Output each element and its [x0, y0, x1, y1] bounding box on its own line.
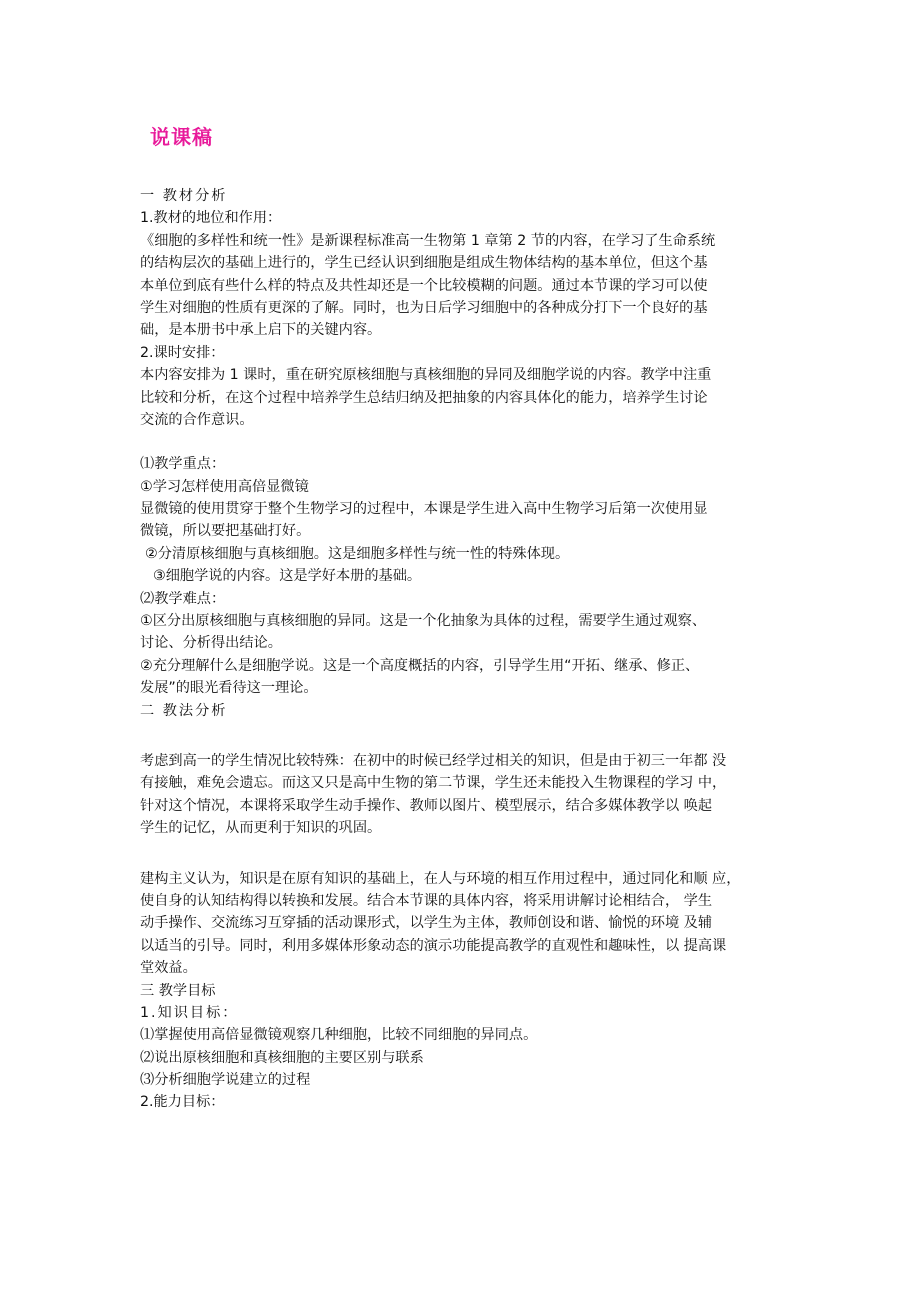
paragraph-line: 建构主义认为，知识是在原有知识的基础上，在人与环境的相互作用过程中，通过同化和顺 应， [140, 870, 741, 887]
subheading-ability-goals [140, 1114, 800, 1136]
spacer [140, 840, 800, 868]
paragraph-line: 础，是本册书中承上启下的关键内容。 [140, 322, 382, 339]
paragraph-line: 显微镜的使用贯穿于整个生物学习的过程中，本课是学生进入高中生物学习后第一次使用显 [140, 501, 708, 518]
paragraph-line: 学生的记忆，从而更利于知识的巩固。 [140, 820, 382, 837]
page-title: 说课稿 [150, 125, 213, 149]
list-item: ⑶分析细胞学说建立的过程 [140, 1072, 311, 1089]
subheading-difficult-points: ⑵教学难点： [140, 590, 226, 607]
subheading-class-hours: 2.课时安排： [140, 344, 225, 361]
paragraph-line: 比较和分析，在这个过程中培养学生总结归纳及把抽象的内容具体化的能力，培养学生讨论 [140, 389, 708, 406]
paragraph-line: 《细胞的多样性和统一性》是新课程标准高一生物第 1 章第 2 节的内容，在学习了生命系统 [140, 232, 716, 249]
list-item: ②分清原核细胞与真核细胞。这是细胞多样性与统一性的特殊体现。 [145, 545, 570, 562]
paragraph-line: 讨论、分析得出结论。 [140, 635, 282, 652]
section-heading-textbook-analysis: 一 教材分析 [140, 188, 228, 204]
subheading-key-points: ⑴教学重点： [140, 456, 226, 473]
list-item: ③细胞学说的内容。这是学好本册的基础。 [153, 568, 422, 585]
list-item: 2.能力目标： [140, 1094, 225, 1111]
spacer [140, 722, 800, 750]
paragraph-line: 本内容安排为 1 课时，重在研究原核细胞与真核细胞的异同及细胞学说的内容。教学中注重 [140, 367, 712, 384]
document-body [140, 185, 800, 1136]
paragraph-line: 三 教学目标 [140, 982, 216, 999]
list-item: ⑵说出原核细胞和真核细胞的主要区别与联系 [140, 1049, 424, 1066]
paragraph-line: 动手操作、交流练习互穿插的活动课形式，以学生为主体，教师创设和谐、愉悦的环境 及辅 [140, 915, 713, 932]
spacer [140, 431, 800, 453]
subheading-knowledge-goals: ⑴掌握使用高倍显微镜观察几种细胞，比较不同细胞的异同点。 [140, 1027, 538, 1044]
paragraph-line: 发展”的眼光看待这一理论。 [140, 680, 318, 697]
paragraph-line: 针对这个情况，本课将采取学生动手操作、教师以图片、模型展示，结合多媒体教学以 唤起 [140, 797, 713, 814]
paragraph-line: 有接触，难免会遗忘。而这又只是高中生物的第二节课，学生还未能投入生物课程的学习 中， [140, 775, 727, 792]
list-item: ①学习怎样使用高倍显微镜 [140, 478, 309, 495]
paragraph-line: 微镜，所以要把基础打好。 [140, 523, 311, 540]
paragraph-line: 使自身的认知结构得以转换和发展。结合本节课的具体内容，将采用讲解讨论相结合， 学生 [140, 892, 713, 909]
paragraph-line: 的结构层次的基础上进行的，学生已经认识到细胞是组成生物体结构的基本单位，但这个基 [140, 255, 708, 272]
paragraph-line: 堂效益。 [140, 960, 197, 977]
list-item: ②充分理解什么是细胞学说。这是一个高度概括的内容，引导学生用“开拓、继承、修正、 [140, 657, 700, 674]
paragraph-line: 本单位到底有些什么样的特点及共性却还是一个比较模糊的问题。通过本节课的学习可以使 [140, 277, 708, 294]
paragraph-line: 以适当的引导。同时，利用多媒体形象动态的演示功能提高教学的直观性和趣味性，以 提高课 [140, 937, 727, 954]
paragraph-line: 学生对细胞的性质有更深的了解。同时，也为日后学习细胞中的各种成分打下一个良好的基 [140, 299, 708, 316]
list-item: ①区分出原核细胞与真核细胞的异同。这是一个化抽象为具体的过程，需要学生通过观察、 [140, 613, 707, 630]
paragraph-line: 交流的合作意识。 [140, 411, 254, 428]
section-heading-teaching-method: 二 教法分析 [140, 702, 228, 719]
paragraph-line: 考虑到高一的学生情况比较特殊：在初中的时候已经学过相关的知识，但是由于初三一年都 没 [140, 752, 727, 769]
subheading-status-role: 1.教材的地位和作用： [140, 210, 282, 227]
section-heading-teaching-goals: 1.知识目标： [140, 1004, 239, 1021]
